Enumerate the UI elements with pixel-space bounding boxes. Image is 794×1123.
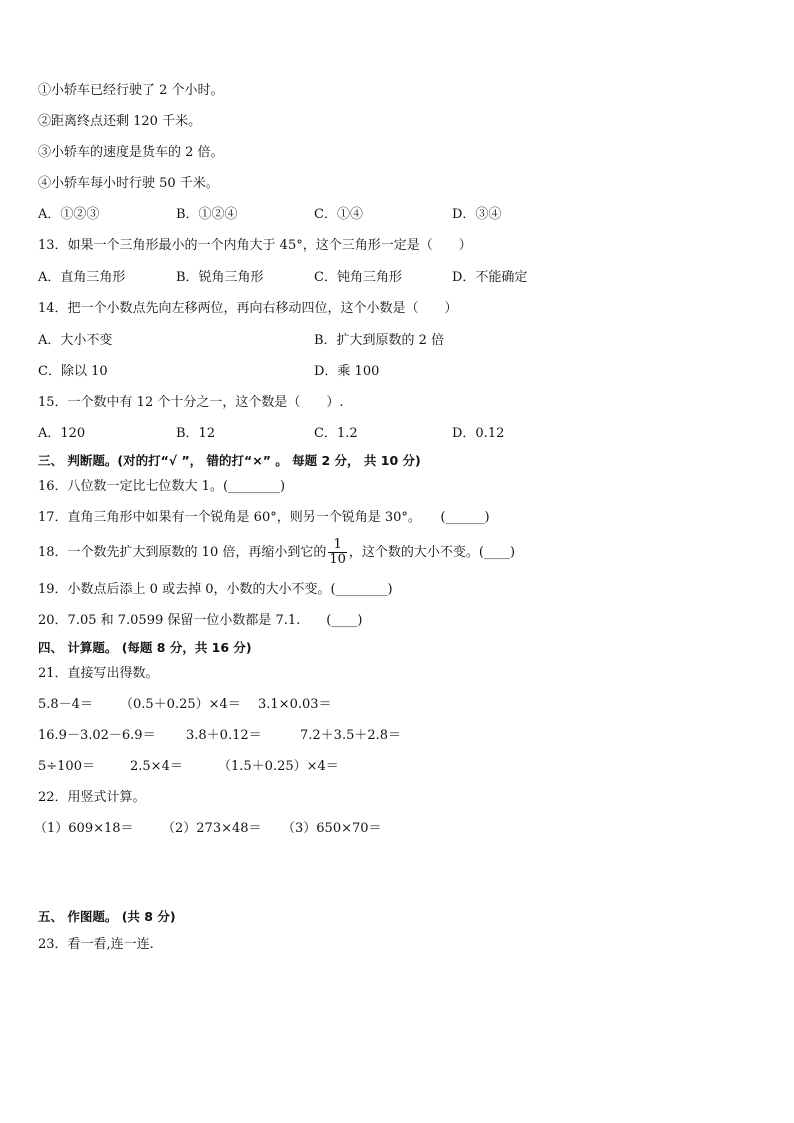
q13-stem: 13．如果一个三角形最小的一个内角大于 45°，这个三角形一定是（ ）	[38, 238, 472, 253]
q16-line: 16．八位数一定比七位数大 1。(________)	[38, 479, 286, 494]
q21-row1-item2: （0.5＋0.25）×4＝	[120, 697, 241, 712]
q21-row3-item1: 5÷100＝	[38, 759, 95, 774]
q21-row3-item3: （1.5＋0.25）×4＝	[218, 759, 339, 774]
section-5-title: 五、 作图题。 (共 8 分)	[38, 909, 176, 924]
q14-option-a: A．大小不变	[38, 333, 113, 348]
q20-line: 20．7.05 和 7.0599 保留一位小数都是 7.1. (____)	[38, 613, 363, 628]
q19-line: 19．小数点后添上 0 或去掉 0，小数的大小不变。(________)	[38, 582, 393, 597]
q22-item-3: （3）650×70＝	[282, 821, 382, 836]
q23-line: 23．看一看,连一连.	[38, 937, 154, 952]
q22-item-1: （1）609×18＝	[34, 821, 134, 836]
q14-option-d: D．乘 100	[314, 364, 380, 379]
q22-item-2: （2）273×48＝	[162, 821, 262, 836]
q22-stem: 22．用竖式计算。	[38, 790, 146, 805]
q14-option-c: C．除以 10	[38, 364, 108, 379]
q14-option-b: B．扩大到原数的 2 倍	[314, 333, 445, 348]
q18-fraction	[328, 538, 347, 567]
q18-text-before: 18．一个数先扩大到原数的 10 倍，再缩小到它的	[38, 545, 327, 560]
section-4-title: 四、 计算题。 (每题 8 分，共 16 分)	[38, 640, 252, 655]
q21-row3-item2: 2.5×4＝	[130, 759, 183, 774]
q15-option-d: D．0.12	[452, 426, 505, 441]
q17-line: 17．直角三角形中如果有一个锐角是 60°，则另一个锐角是 30°。 (______)	[38, 510, 490, 525]
q18-line	[38, 537, 515, 569]
q13-option-d: D．不能确定	[452, 270, 528, 285]
q12-statement-1: ①小轿车已经行驶了 2 个小时。	[38, 83, 224, 98]
q18-fraction-numerator: 1	[328, 538, 347, 553]
q18-text-after: ，这个数的大小不变。(____)	[348, 545, 516, 560]
q15-option-c: C．1.2	[314, 426, 358, 441]
q13-option-a: A．直角三角形	[38, 270, 126, 285]
q15-stem: 15．一个数中有 12 个十分之一，这个数是（ ）.	[38, 395, 344, 410]
q18-fraction-denominator: 10	[329, 552, 346, 567]
q21-row2-item3: 7.2＋3.5＋2.8＝	[300, 728, 402, 743]
q12-statement-4: ④小轿车每小时行驶 50 千米。	[38, 176, 219, 191]
q21-stem: 21．直接写出得数。	[38, 666, 159, 681]
q12-option-d: D．③④	[452, 207, 502, 222]
q21-row2-item1: 16.9－3.02－6.9＝	[38, 728, 156, 743]
q12-option-a: A．①②③	[38, 207, 100, 222]
q21-row1-item1: 5.8－4＝	[38, 697, 93, 712]
q15-option-b: B．12	[176, 426, 216, 441]
q21-row1-item3: 3.1×0.03＝	[258, 697, 332, 712]
q13-option-c: C．钝角三角形	[314, 270, 402, 285]
q12-statement-2: ②距离终点还剩 120 千米。	[38, 114, 202, 129]
q12-option-c: C．①④	[314, 207, 363, 222]
q15-option-a: A．120	[38, 426, 86, 441]
q12-statement-3: ③小轿车的速度是货车的 2 倍。	[38, 145, 224, 160]
q13-option-b: B．锐角三角形	[176, 270, 264, 285]
q12-option-b: B．①②④	[176, 207, 238, 222]
section-3-title: 三、 判断题。(对的打“√ ”， 错的打“×” 。 每题 2 分， 共 10 分)	[38, 453, 421, 468]
q14-stem: 14．把一个小数点先向左移两位，再向右移动四位，这个小数是（ ）	[38, 301, 458, 316]
q21-row2-item2: 3.8＋0.12＝	[186, 728, 262, 743]
